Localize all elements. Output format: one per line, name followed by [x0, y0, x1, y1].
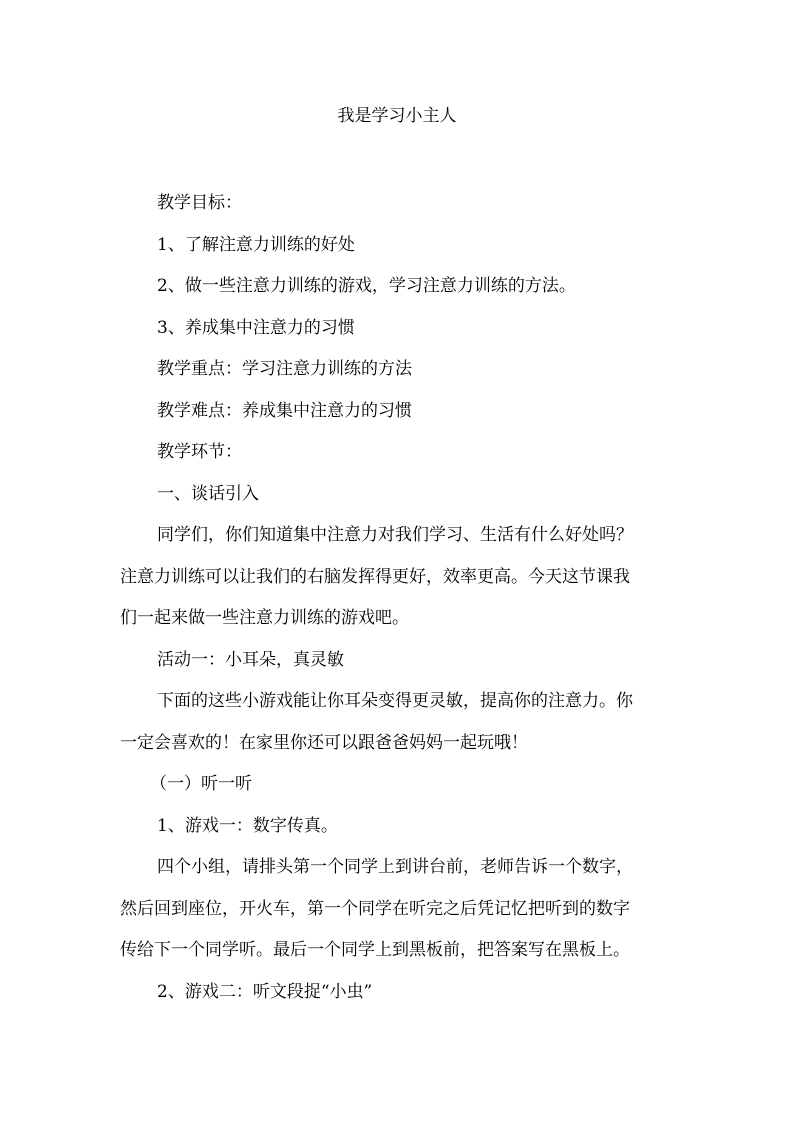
difficult-point: 教学难点：养成集中注意力的习惯 — [157, 401, 412, 421]
paragraph-line: 然后回到座位，开火车，第一个同学在听完之后凭记忆把听到的数字 — [120, 899, 630, 919]
section-heading-steps: 教学环节： — [157, 442, 242, 462]
objective-item-1: 1、了解注意力训练的好处 — [157, 235, 355, 255]
objective-item-3: 3、养成集中注意力的习惯 — [157, 318, 355, 338]
paragraph-line: 同学们，你们知道集中注意力对我们学习、生活有什么好处吗？ — [157, 525, 633, 545]
paragraph-line: 四个小组，请排头第一个同学上到讲台前，老师告诉一个数字， — [157, 857, 633, 877]
section-heading-objectives: 教学目标： — [157, 193, 242, 213]
paragraph-line: 下面的这些小游戏能让你耳朵变得更灵敏，提高你的注意力。你 — [157, 691, 633, 711]
paragraph-line: 们一起来做一些注意力训练的游戏吧。 — [120, 608, 409, 628]
subsection-heading-listen: （一）听一听 — [150, 774, 252, 794]
paragraph-line: 传给下一个同学听。最后一个同学上到黑板前，把答案写在黑板上。 — [120, 940, 630, 960]
game-heading-2: 2、游戏二：听文段捉“小虫” — [157, 982, 373, 1002]
page-title: 我是学习小主人 — [337, 106, 457, 126]
objective-item-2: 2、做一些注意力训练的游戏，学习注意力训练的方法。 — [157, 276, 576, 296]
paragraph-line: 注意力训练可以让我们的右脑发挥得更好，效率更高。今天这节课我 — [120, 567, 630, 587]
key-point: 教学重点：学习注意力训练的方法 — [157, 359, 412, 379]
game-heading-1: 1、游戏一：数字传真。 — [157, 816, 338, 836]
paragraph-line: 一定会喜欢的！在家里你还可以跟爸爸妈妈一起玩哦！ — [120, 733, 528, 753]
activity-heading: 活动一：小耳朵，真灵敏 — [157, 650, 344, 670]
step-heading-intro: 一、谈话引入 — [157, 484, 259, 504]
